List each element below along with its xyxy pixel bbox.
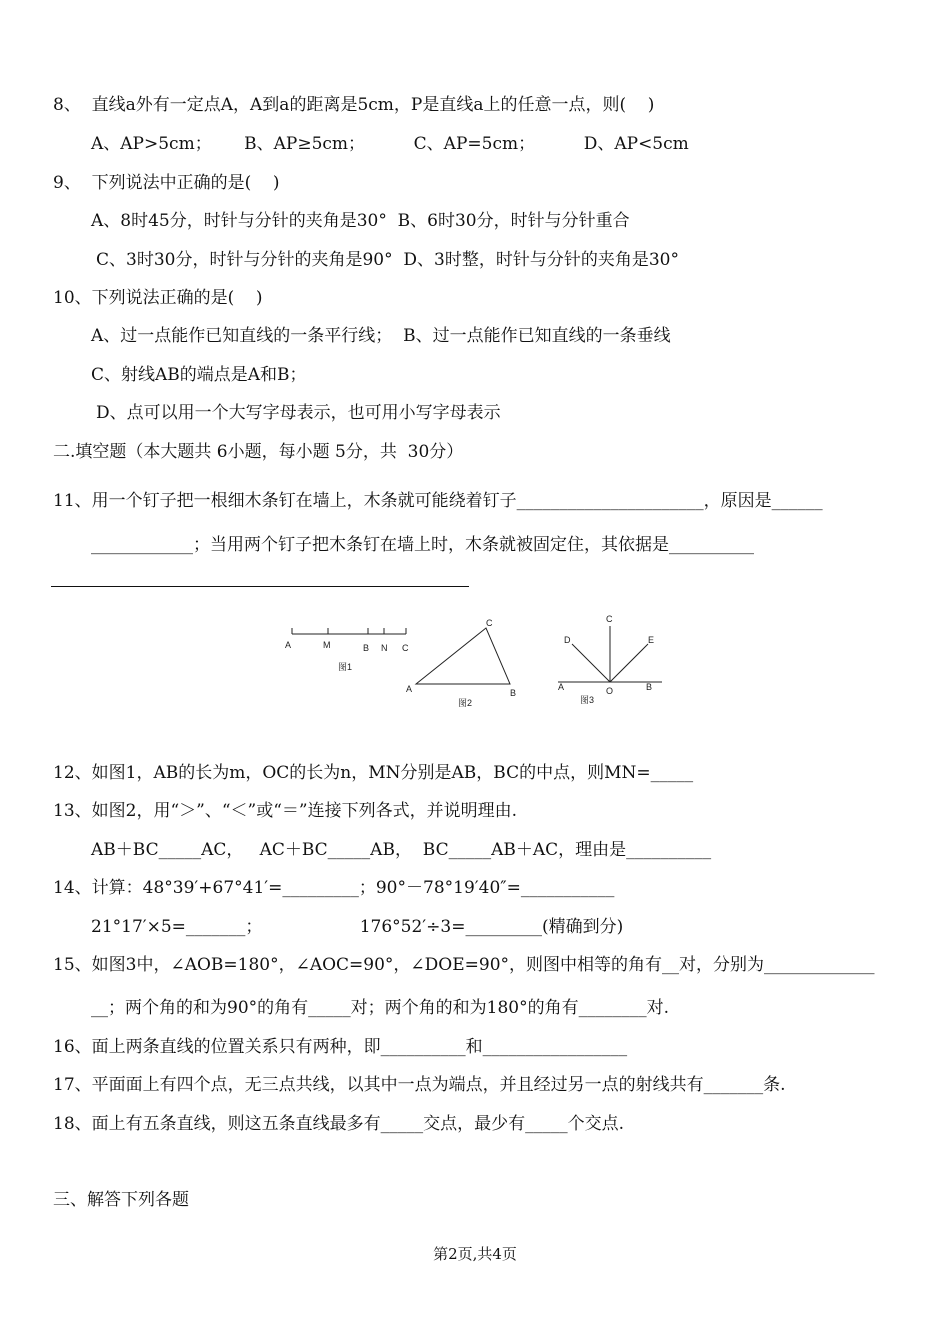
fig2-label-c: C (486, 618, 493, 628)
fig1-label-b: B (363, 643, 370, 653)
fig1-caption: 图1 (338, 662, 353, 672)
fig1-label-m: M (323, 640, 331, 650)
section-3-heading: 三、解答下列各题 (53, 1190, 189, 1210)
fig3-label-b: B (646, 682, 653, 692)
question-10-options-ab: A、过一点能作已知直线的一条平行线； B、过一点能作已知直线的一条垂线 (91, 326, 671, 346)
fig3-label-e: E (648, 635, 655, 645)
fig1-label-n: N (381, 643, 388, 653)
answer-line (51, 586, 469, 587)
question-15: 15、如图3中，∠AOB=180°，∠AOC=90°，∠DOE=90°，则图中相等的角有__对，分别为_____________ (53, 955, 875, 975)
question-11-continued: ____________；当用两个钉子把木条钉在墙上时，木条就被固定住，其依据是__________ (91, 535, 754, 555)
fig1-label-c: C (402, 643, 409, 653)
section-2-heading: 二.填空题（本大题共 6小题，每小题 5分，共 30分） (53, 442, 464, 462)
fig2-label-b: B (510, 688, 517, 698)
question-13-items: AB＋BC_____AC， AC＋BC_____AB， BC_____AB＋AC，理由是__________ (91, 840, 712, 860)
page-footer: 第2页,共4页 (433, 1245, 517, 1263)
fig3-label-a: A (558, 682, 565, 692)
question-10: 10、下列说法正确的是( ) (53, 288, 263, 308)
question-14: 14、计算：48°39′+67°41′=_________；90°－78°19′40″=___________ (53, 878, 615, 898)
fig3-caption: 图3 (580, 695, 595, 705)
fig3-label-c: C (606, 614, 613, 624)
question-10-option-d: D、点可以用一个大写字母表示，也可用小写字母表示 (96, 403, 501, 423)
fig3-label-d: D (564, 635, 571, 645)
question-9-options-cd: C、3时30分，时针与分针的夹角是90° D、3时整，时针与分针的夹角是30° (96, 250, 679, 270)
question-14-continued: 21°17′×5=_______； 176°52′÷3=_________(精确到分) (91, 917, 624, 937)
question-11: 11、用一个钉子把一根细木条钉在墙上，木条就可能绕着钉子______________________，原因是______ (53, 491, 823, 511)
fig3-label-o: O (606, 686, 614, 696)
question-9-options-ab: A、8时45分，时针与分针的夹角是30° B、6时30分，时针与分针重合 (91, 211, 630, 231)
fig2-caption: 图2 (458, 698, 473, 708)
question-10-option-c: C、射线AB的端点是A和B； (91, 365, 307, 385)
question-8: 8、 直线a外有一定点A，A到a的距离是5cm，P是直线a上的任意一点，则( ) (53, 95, 655, 115)
question-13: 13、如图2，用“＞”、“＜”或“＝”连接下列各式，并说明理由. (53, 801, 517, 821)
figure-3 (558, 614, 662, 705)
question-12: 12、如图1，AB的长为m，OC的长为n，MN分别是AB，BC的中点，则MN=_____ (53, 763, 694, 783)
figure-2 (406, 618, 516, 708)
fig1-label-a: A (285, 640, 292, 650)
question-9: 9、 下列说法中正确的是( ) (53, 173, 280, 193)
fig2-label-a: A (406, 684, 413, 694)
question-17: 17、平面面上有四个点，无三点共线，以其中一点为端点，并且经过另一点的射线共有_______条. (53, 1075, 786, 1095)
question-15-continued: __；两个角的和为90°的角有_____对；两个角的和为180°的角有________对. (91, 998, 669, 1018)
question-18: 18、面上有五条直线，则这五条直线最多有_____交点，最少有_____个交点. (53, 1114, 625, 1134)
question-8-options: A、AP>5cm； B、AP≥5cm； C、AP=5cm； D、AP<5cm (91, 134, 689, 154)
figure-1 (285, 628, 409, 672)
question-16: 16、面上两条直线的位置关系只有两种，即__________和_________________ (53, 1037, 628, 1057)
geometry-figures (280, 610, 680, 715)
